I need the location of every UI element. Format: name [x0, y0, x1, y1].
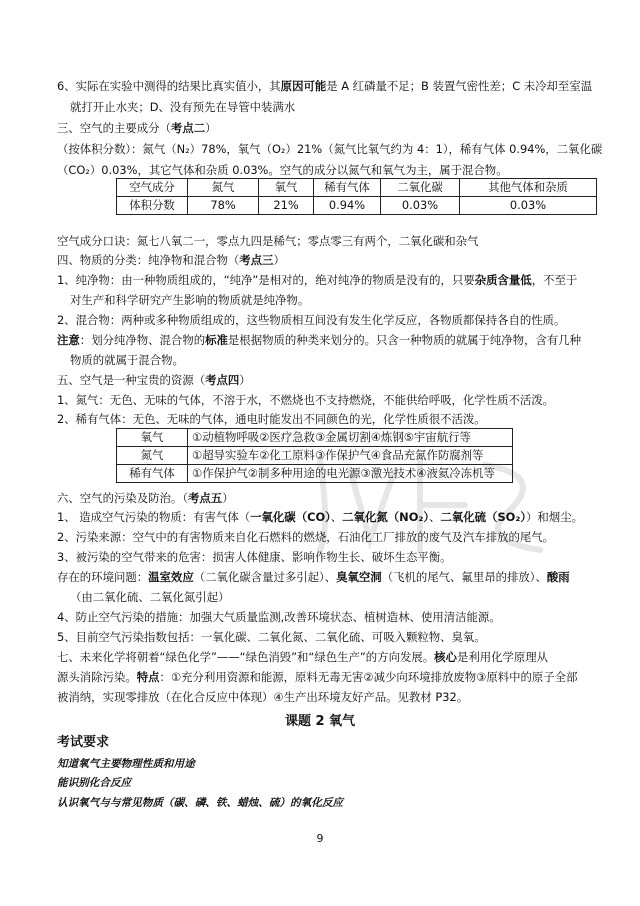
- table-cell: 二氧化碳: [381, 179, 460, 197]
- table-cell: 氧气: [259, 179, 314, 197]
- table-header-row: [117, 179, 597, 197]
- table-cell: 稀有气体: [314, 179, 381, 197]
- table-cell: 0.03%: [381, 197, 460, 215]
- table-cell: 21%: [259, 197, 314, 215]
- table-cell: 体积分数: [117, 197, 188, 215]
- table-cell: 空气成分: [117, 179, 188, 197]
- note-line2: 物质的就属于混合物。: [70, 353, 184, 367]
- environment-issues-line2: （由二氧化硫、二氧化氮引起）: [70, 590, 230, 604]
- nitrogen-properties: 1、氮气：无色、无味的气体，不溶于水，不燃烧也不支持燃烧，不能供给呼吸，化学性质不活泼。: [57, 393, 555, 407]
- note-line1: 注意：划分纯净物、混合物的标准是根据物质的种类来划分的。只含一种物质的就属于纯净物，含有几种: [57, 333, 582, 347]
- table-cell: 稀有气体: [117, 465, 188, 483]
- environment-issues-line1: 存在的环境问题：温室效应（二氧化碳含量过多引起）、臭氧空洞（飞机的尾气、氟里昂的排放）、酸雨: [57, 570, 570, 584]
- table-cell: 0.94%: [314, 197, 381, 215]
- table-row: [117, 447, 513, 465]
- mixture-line: 2、混合物：两种或多种物质组成的，这些物质相互间没有发生化学反应，各物质都保持各自的性质。: [57, 313, 566, 327]
- pollution-harm-line: 3、被污染的空气带来的危害：损害人体健康、影响作物生长、破坏生态平衡。: [57, 550, 452, 564]
- lesson-title: 课题 2 氧气: [284, 714, 356, 729]
- composition-line1: （按体积分数）：氮气（N₂）78%，氧气（O₂）21%（氮气比氧气约为 4：1），稀有气体 0.94%，二氧化碳: [57, 142, 603, 156]
- green-chem-line2: 源头消除污染。特点：①充分利用资源和能源，原料无毒无害②减少向环境排放废物③原料中的原子全部: [57, 670, 578, 684]
- pure-substance-line1: 1、纯净物：由一种物质组成的，“纯净”是相对的，绝对纯净的物质是没有的，只要杂质含量低，不至于: [57, 273, 578, 287]
- table-cell: 氮气: [188, 179, 259, 197]
- requirement-item: 认识氧气与与常见物质（碳、磷、铁、蜡烛、硫）的氧化反应: [57, 797, 344, 809]
- heading-5: 五、空气是一种宝贵的资源（考点四）: [57, 373, 251, 387]
- requirement-item: 能识别化合反应: [57, 777, 132, 789]
- composition-line2: （CO₂）0.03%，其它气体和杂质 0.03%。空气的成分以氮气和氧气为主，属于混合物。: [57, 163, 508, 177]
- pollution-index-line: 5、目前空气污染指数包括：一氧化碳、二氧化氮、二氧化硫、可吸入颗粒物、臭氧。: [57, 630, 486, 644]
- pure-substance-line2: 对生产和科学研究产生影响的物质就是纯净物。: [70, 293, 310, 307]
- exam-requirements-heading: 考试要求: [57, 735, 110, 750]
- requirement-item: 知道氧气主要物理性质和用途: [57, 758, 195, 770]
- pollution-source-line: 2、污染来源：空气中的有害物质来自化石燃料的燃烧，石油化工厂排放的废气及汽车排放的尾气。: [57, 530, 555, 544]
- rare-gas-properties: 2、稀有气体：无色、无味的气体，通电时能发出不同颜色的光，化学性质很不活泼。: [57, 412, 486, 426]
- air-composition-table: [116, 178, 597, 215]
- table-cell: 氧气: [117, 429, 188, 447]
- green-chem-line1: 七、未来化学将朝着“绿色化学”——“绿色消毁”和“绿色生产”的方向发展。核心是利用化学原理从: [57, 650, 549, 664]
- mnemonic-line: 空气成分口诀：氮七八氧二一，零点九四是稀气；零点零三有两个，二氧化碳和杂气: [57, 234, 479, 248]
- prevention-measures: 4、防止空气污染的措施：加强大气质量监测,改善环境状态、植树造林、使用清洁能源。: [57, 610, 501, 624]
- section6-line2: 就打开止水夹；D、没有预先在导管中装满水: [70, 100, 296, 114]
- page-number: 9: [316, 832, 324, 845]
- table-row: [117, 197, 597, 215]
- green-chem-line3: 被消纳，实现零排放（在化合反应中体现）④生产出环境友好产品。见教材 P32。: [57, 690, 469, 704]
- table-cell: 0.03%: [460, 197, 597, 215]
- table-cell: 78%: [188, 197, 259, 215]
- table-cell: 其他气体和杂质: [460, 179, 597, 197]
- gas-uses-table: [116, 428, 513, 483]
- table-cell: ①作保护气②制多种用途的电光源③激光技术④液氦冷冻机等: [188, 465, 513, 483]
- table-row: [117, 465, 513, 483]
- pollutants-line: 1、 造成空气污染的物质：有害气体（一氧化碳（CO）、二氧化氮（NO₂）、二氧化硫（SO₂））和烟尘。: [57, 510, 583, 524]
- table-row: [117, 429, 513, 447]
- section6-line1: 6、实际在实验中测得的结果比真实值小，其原因可能是 A 红磷量不足；B 装置气密性差；C 未冷却至室温: [57, 79, 593, 93]
- table-cell: 氮气: [117, 447, 188, 465]
- heading-3: 三、空气的主要成分（考点二）: [57, 121, 217, 135]
- table-cell: ①动植物呼吸②医疗急救③金属切割④炼钢⑤宇宙航行等: [188, 429, 513, 447]
- heading-4: 四、物质的分类：纯净物和混合物（考点三）: [57, 253, 285, 267]
- table-cell: ①超导实验车②化工原料③作保护气④食品充氮作防腐剂等: [188, 447, 513, 465]
- heading-6: 六、空气的污染及防治。（考点五）: [57, 491, 234, 505]
